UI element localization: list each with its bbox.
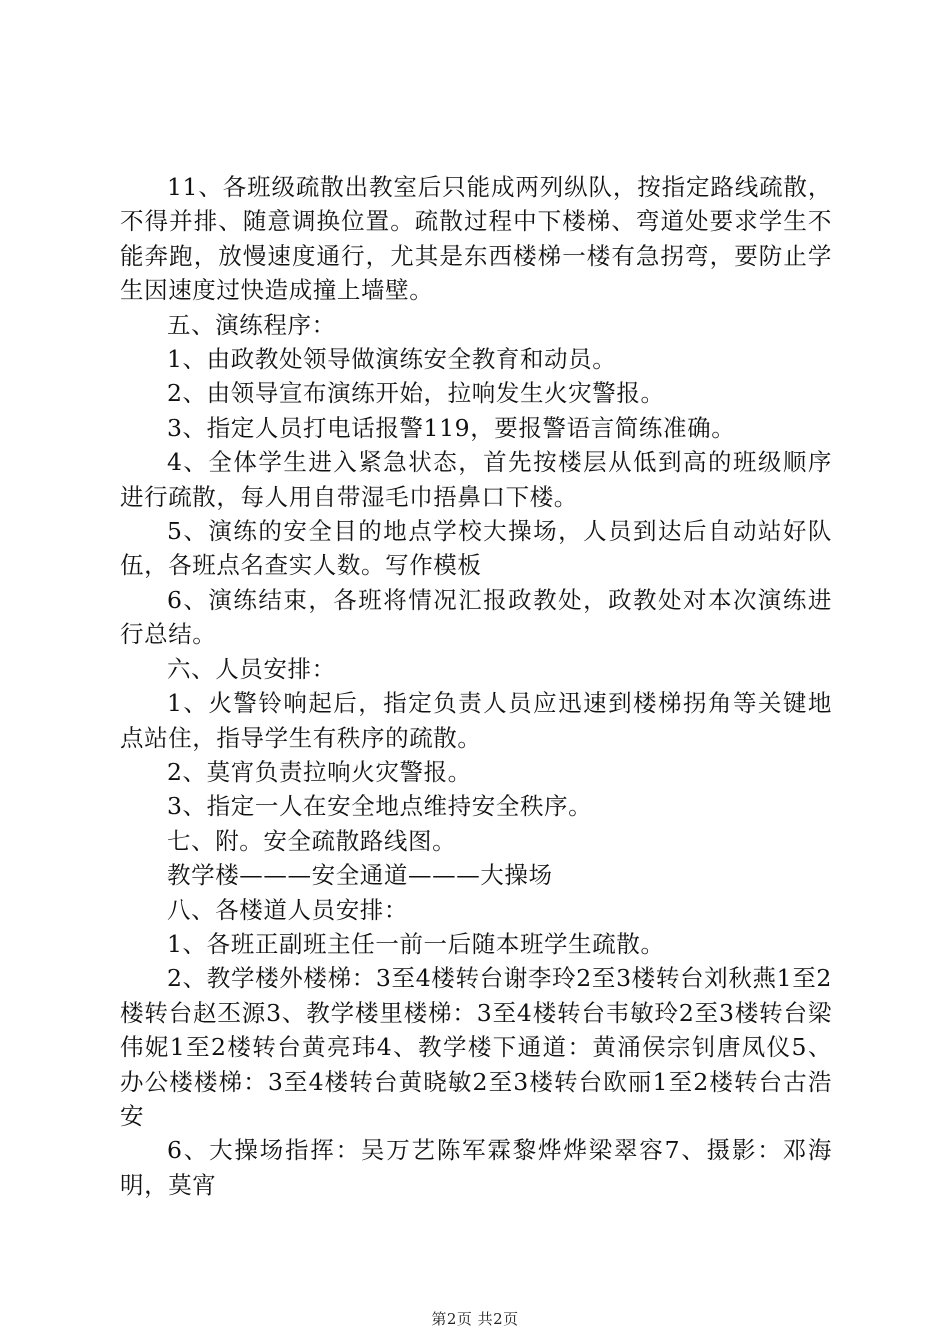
procedure-step-6: 6、演练结束，各班将情况汇报政教处，政教处对本次演练进行总结。 (120, 585, 832, 649)
personnel-item-3: 3、指定一人在安全地点维持安全秩序。 (167, 792, 593, 821)
stairway-item-1: 1、各班正副班主任一前一后随本班学生疏散。 (167, 929, 665, 958)
evacuation-route-line: 教学楼———安全通道———大操场 (167, 861, 553, 890)
procedure-step-2: 2、由领导宣布演练开始，拉响发生火灾警报。 (167, 379, 665, 408)
personnel-item-1: 1、火警铃响起后，指定负责人员应迅速到楼梯拐角等关键地点站住，指导学生有秩序的疏散。 (120, 689, 832, 752)
procedure-step-4: 4、全体学生进入紧急状态，首先按楼层从低到高的班级顺序进行疏散，每人用自带湿毛巾捂鼻口下楼。 (120, 448, 832, 511)
heading-personnel-arrangement: 六、人员安排： (167, 654, 336, 683)
personnel-item-2: 2、莫宵负责拉响火灾警报。 (167, 757, 472, 786)
heading-drill-procedure: 五、演练程序： (167, 310, 336, 339)
procedure-step-5: 5、演练的安全目的地点学校大操场，人员到达后自动站好队伍，各班点名查实人数。写作模板 (120, 517, 832, 580)
paragraph-evacuation-rule-11: 11、各班级疏散出教室后只能成两列纵队，按指定路线疏散，不得并排、随意调换位置。疏散过程中下楼梯、弯道处要求学生不能奔跑，放慢速度通行，尤其是东西楼梯一楼有急拐弯，要防止学生因速度过快造成撞上墙壁。 (120, 173, 832, 305)
heading-evacuation-route-appendix: 七、附。安全疏散路线图。 (167, 826, 457, 855)
procedure-step-3: 3、指定人员打电话报警119，要报警语言简练准确。 (167, 413, 736, 442)
stairway-item-6: 6、大操场指挥：吴万艺陈军霖黎烨烨梁翠容7、摄影：邓海明，莫宵 (120, 1136, 832, 1199)
page-number-footer: 第2页 共2页 (431, 1310, 519, 1328)
stairway-item-2: 2、教学楼外楼梯：3至4楼转台谢李玲2至3楼转台刘秋燕1至2楼转台赵丕源3、教学楼里楼梯：3至4楼转台韦敏玲2至3楼转台梁伟妮1至2楼转台黄亮玮4、教学楼下通道：黄涌侯宗钊唐凤仪5、办公楼楼梯：3至4楼转台黄晓敏2至3楼转台欧丽1至2楼转台古浩安 (120, 964, 832, 1130)
heading-stairway-personnel: 八、各楼道人员安排： (167, 895, 408, 924)
document-body (120, 170, 832, 1202)
procedure-step-1: 1、由政教处领导做演练安全教育和动员。 (167, 345, 617, 374)
